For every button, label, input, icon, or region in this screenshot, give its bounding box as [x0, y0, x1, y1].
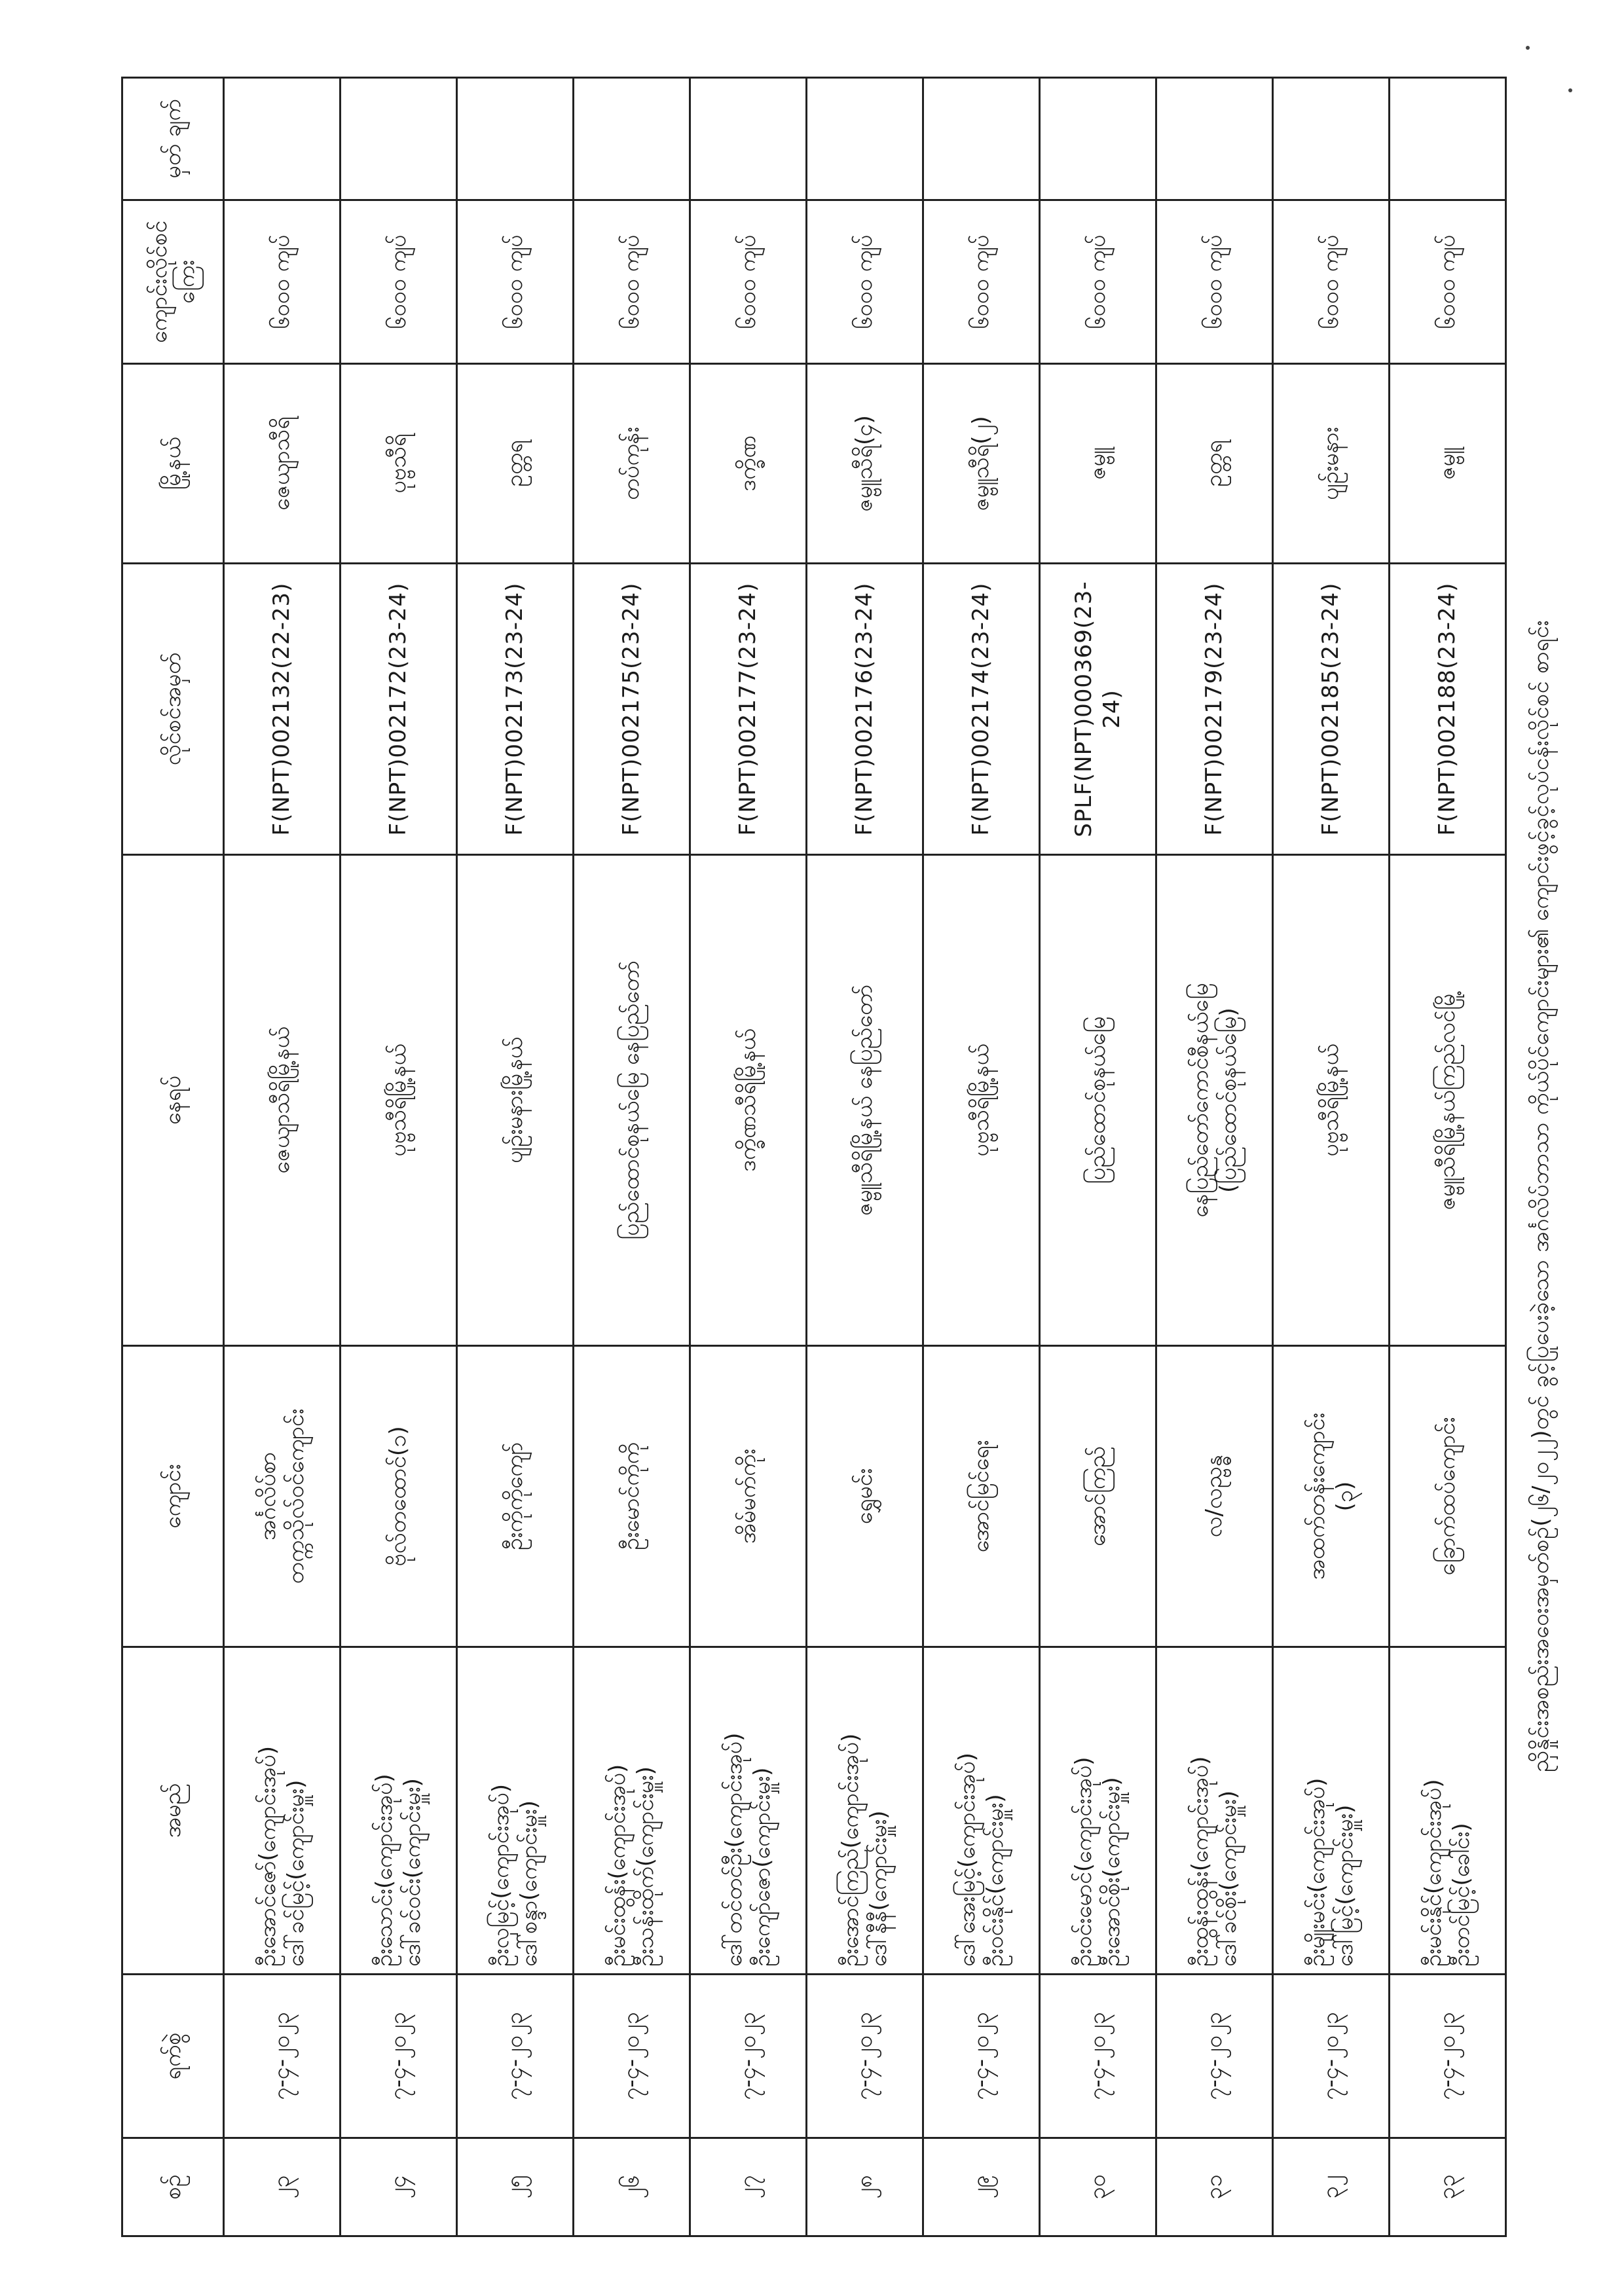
table-row	[1390, 78, 1506, 2236]
cell-address: ဒက္ခိဏသီရိမြို့နယ်	[690, 855, 807, 1346]
cell-license-fee: ၆၀၀၀ ကျပ်	[923, 200, 1040, 364]
cell-no: ၂၆	[574, 2138, 690, 2236]
cell-date: ၇-၄-၂၀၂၃	[224, 1975, 341, 2138]
cell-no: ၂၅	[457, 2138, 574, 2236]
header-license-fee: ကျောင်းလိုင်စင် ကြေး	[122, 200, 224, 364]
table-row	[690, 78, 807, 2236]
cell-license-number: F(NPT)002132(22-23)	[224, 564, 341, 855]
table-row	[1156, 78, 1273, 2236]
cell-remark	[574, 78, 690, 200]
cell-date: ၇-၄-၂၀၂၃	[923, 1975, 1040, 2138]
cell-township: ဇမ္ဗူ	[1040, 364, 1156, 564]
cell-date: ၇-၄-၂၀၂၃	[1390, 1975, 1506, 2138]
cell-school: ရွှေမင်း	[807, 1346, 923, 1647]
cell-no: ၃၁	[1156, 2138, 1273, 2236]
cell-no: ၃၂	[1273, 2138, 1390, 2236]
cell-address: ဇမ္ဗူသီရိမြို့နယ်ကြည်လင်မြို့	[1390, 855, 1506, 1346]
header-township: မြို့နယ်	[122, 364, 224, 564]
cell-date: ၇-၄-၂၀၂၃	[457, 1975, 574, 2138]
cell-remark	[1040, 78, 1156, 200]
cell-no: ၃၃	[1390, 2138, 1506, 2236]
cell-township: ပုဗ္ဗသီရိ	[341, 364, 457, 564]
cell-remark	[1273, 78, 1390, 200]
cell-remark	[807, 78, 923, 200]
cell-license-number: F(NPT)002185(23-24)	[1273, 564, 1390, 855]
cell-address: ပျဉ်းမနားမြို့နယ်	[457, 855, 574, 1346]
cell-date: ၇-၄-၂၀၂၃	[690, 1975, 807, 2138]
cell-license-fee: ၆၀၀၀ ကျပ်	[574, 200, 690, 364]
cell-address: ဇမ္ဗူသီရိမြို့နယ် နေပြည်တော်	[807, 855, 923, 1346]
header-row	[122, 78, 224, 2236]
cell-no: ၂၃	[224, 2138, 341, 2236]
cell-date: ၇-၄-၂၀၂၃	[807, 1975, 923, 2138]
cell-remark	[1156, 78, 1273, 200]
cell-license-number: F(NPT)002173(23-24)	[457, 564, 574, 855]
cell-date: ၇-၄-၂၀၂၃	[1156, 1975, 1273, 2138]
cell-owner: ဦးဝင်းမောင်(ကျောင်းအုပ်) ဦးအောင်စိုး(ကျောင်းမှူး)	[1040, 1647, 1156, 1975]
cell-remark	[224, 78, 341, 200]
cell-address: နေပြည်တော်ကောင်စီနယ်မြေ (ပြည်ထောင်စုနယ်မြေ)	[1156, 855, 1273, 1346]
cell-township: ဇေယျာသီရိ	[224, 364, 341, 564]
cell-license-fee: ၆၀၀၀ ကျပ်	[224, 200, 341, 364]
cell-township: ဒက္ခိဏ	[690, 364, 807, 564]
table-row	[341, 78, 457, 2236]
cell-no: ၂၈	[807, 2138, 923, 2236]
cell-owner: ဦးမင်းနိုင်(ကျောင်းအုပ်) ဦးတင်မြင့်(ခေါင်း)	[1390, 1647, 1506, 1975]
header-owner: အမည်	[122, 1647, 224, 1975]
cell-address: ပုဗ္ဗသီရိမြို့နယ်	[341, 855, 457, 1346]
cell-school: အောင်မြင်ရေး	[923, 1346, 1040, 1647]
cell-township: ဇမ္ဗူသီရိ(၂)	[923, 364, 1040, 564]
table-row	[923, 78, 1040, 2236]
cell-township: ဇမ္ဗူ	[1390, 364, 1506, 564]
cell-school: ဦးကိုကိုကျော်	[457, 1346, 574, 1647]
cell-township: ဇမ္ဗူသီရိ(၄)	[807, 364, 923, 564]
cell-owner: ဒေါ်အေးမြင့်(ကျောင်းအုပ်) ဦးဝင်းနိုင်(ကျောင်းမှူး)	[923, 1647, 1040, 1975]
cell-license-number: F(NPT)002172(23-24)	[341, 564, 457, 855]
cell-owner: ဦးအောင်ကြည်(ကျောင်းအုပ်) ဒေါ်နီနီ(ကျောင်းမှူး)	[807, 1647, 923, 1975]
cell-license-number: F(NPT)002177(23-24)	[690, 564, 807, 855]
cell-township: ဥတ္တရ	[1156, 364, 1273, 564]
header-address: နေရပ်	[122, 855, 224, 1346]
cell-school: လ/လည္ဗန္ဓ	[1156, 1346, 1273, 1647]
header-date: ရက်စွဲ	[122, 1975, 224, 2138]
cell-license-number: F(NPT)002188(23-24)	[1390, 564, 1506, 855]
cell-school: ခြောက်ထပ်ကျောင်း	[1390, 1346, 1506, 1647]
license-table	[121, 77, 1507, 2237]
cell-school: အင်္ဂလိပ်စာ တက္ကသိုလ်ဝင်ကျောင်း	[224, 1346, 341, 1647]
cell-license-number: F(NPT)002175(23-24)	[574, 564, 690, 855]
cell-license-number: F(NPT)002174(23-24)	[923, 564, 1040, 855]
cell-license-fee: ၆၀၀၀ ကျပ်	[690, 200, 807, 364]
header-license: လိုင်စင်အမှတ်	[122, 564, 224, 855]
cell-owner: ဦးထွန်းထွန်း(ကျောင်းအုပ်) ဒေါ်ခင်စိုး(ကျောင်းမှူး)	[1156, 1647, 1273, 1975]
cell-address: ပုဗ္ဗသီရိမြို့နယ်	[923, 855, 1040, 1346]
cell-township: တပ်ကုန်း	[574, 364, 690, 564]
cell-no: ၂၇	[690, 2138, 807, 2236]
cell-license-fee: ၆၀၀၀ ကျပ်	[341, 200, 457, 364]
cell-school: ဦးမောင်ကိုကို	[574, 1346, 690, 1647]
cell-remark	[690, 78, 807, 200]
cell-license-fee: ၆၀၀၀ ကျပ်	[1156, 200, 1273, 364]
cell-license-fee: ၆၀၀၀ ကျပ်	[1390, 200, 1506, 364]
cell-owner: ဦးမင်းထွန်း(ကျောင်းအုပ်) ဦးသန်းထိုက်(ကျောင်းမှူး)	[574, 1647, 690, 1975]
header-no: စဉ်	[122, 2138, 224, 2236]
table-row	[224, 78, 341, 2236]
table-row	[1040, 78, 1156, 2236]
cell-no: ၂၄	[341, 2138, 457, 2236]
cell-license-fee: ၆၀၀၀ ကျပ်	[807, 200, 923, 364]
cell-address: ပုဗ္ဗသီရိမြို့နယ်	[1273, 855, 1390, 1346]
cell-owner: ဦးမျိုးမင်း(ကျောင်းအုပ်) ဒေါ်မြင့်(ကျောင်းမှူး)	[1273, 1647, 1390, 1975]
cell-no: ၃၀	[1040, 2138, 1156, 2236]
cell-no: ၂၉	[923, 2138, 1040, 2236]
cell-owner: ဒေါ်တင်တင်ဦး(ကျောင်းအုပ်) ဦးကျော်ဇော(ကျောင်းမှူး)	[690, 1647, 807, 1975]
cell-date: ၇-၄-၂၀၂၃	[1273, 1975, 1390, 2138]
cell-school: အထက်တန်းကျောင်း (၃)	[1273, 1346, 1390, 1647]
cell-township: ဥတ္တရ	[457, 364, 574, 564]
table-row	[574, 78, 690, 2236]
cell-date: ၇-၄-၂၀၂၃	[341, 1975, 457, 2138]
cell-address: ပြည်ထောင်စုနယ်မြေ	[1040, 855, 1156, 1346]
table-body	[224, 78, 1506, 2236]
header-remark: မှတ် ချက်	[122, 78, 224, 200]
cell-remark	[457, 78, 574, 200]
cell-school: အောင်ကြည်	[1040, 1346, 1156, 1647]
cell-remark	[923, 78, 1040, 200]
cell-license-fee: ၆၀၀၀ ကျပ်	[1040, 200, 1156, 364]
cell-township: ပျဉ်းမနား	[1273, 364, 1390, 564]
cell-school: အိမ်မက်ကိုး	[690, 1346, 807, 1647]
cell-owner: ဦးသောင်း(ကျောင်းအုပ်) ဒေါ်ခင်ဝင်း(ကျောင်းမှူး)	[341, 1647, 457, 1975]
cell-license-number: F(NPT)002176(23-24)	[807, 564, 923, 855]
cell-date: ၇-၄-၂၀၂၃	[574, 1975, 690, 2138]
cell-owner: ဦးလှမြင့်(ကျောင်းအုပ်) ဒေါ်စန္ဒာ(ကျောင်းမှူး)	[457, 1647, 574, 1975]
cell-school: ဗိုလ်တထောင်(၁)	[341, 1346, 457, 1647]
cell-license-fee: ၆၀၀၀ ကျပ်	[1273, 200, 1390, 364]
cell-license-number: F(NPT)002179(23-24)	[1156, 564, 1273, 855]
cell-remark	[341, 78, 457, 200]
cell-address: ပြည်ထောင်စုနယ်မြေ နေပြည်တော်	[574, 855, 690, 1346]
table-row	[457, 78, 574, 2236]
table-row	[807, 78, 923, 2236]
header-school: ကျောင်း	[122, 1346, 224, 1647]
cell-date: ၇-၄-၂၀၂၃	[1040, 1975, 1156, 2138]
cell-owner: ဦးအောင်ဇော်(ကျောင်းအုပ်) ဒေါ်ခင်မြင့်(ကျောင်းမှူး)	[224, 1647, 341, 1975]
cell-address: ဇေယျာသီရိမြို့နယ်	[224, 855, 341, 1346]
document-title: ညှိနှိုင်းအစည်းအဝေးအမှတ်စဉ်(၂၆/၂၀၂၂)တွင် ခွင့်ပြုပေးခဲ့သော အင်္ဂလိပ်ဘာသာ ကိုယ်ပိုင်ကျောင်းများ၏ ကျောင်းဖွင့်ခွင့်လုပ်ငန်းလိုင်စင် စာရင်း	[1528, 620, 1554, 1772]
cell-license-fee: ၆၀၀၀ ကျပ်	[457, 200, 574, 364]
table-row	[1273, 78, 1390, 2236]
cell-remark	[1390, 78, 1506, 200]
cell-license-number: SPLF(NPT)000369(23-24)	[1040, 564, 1156, 855]
